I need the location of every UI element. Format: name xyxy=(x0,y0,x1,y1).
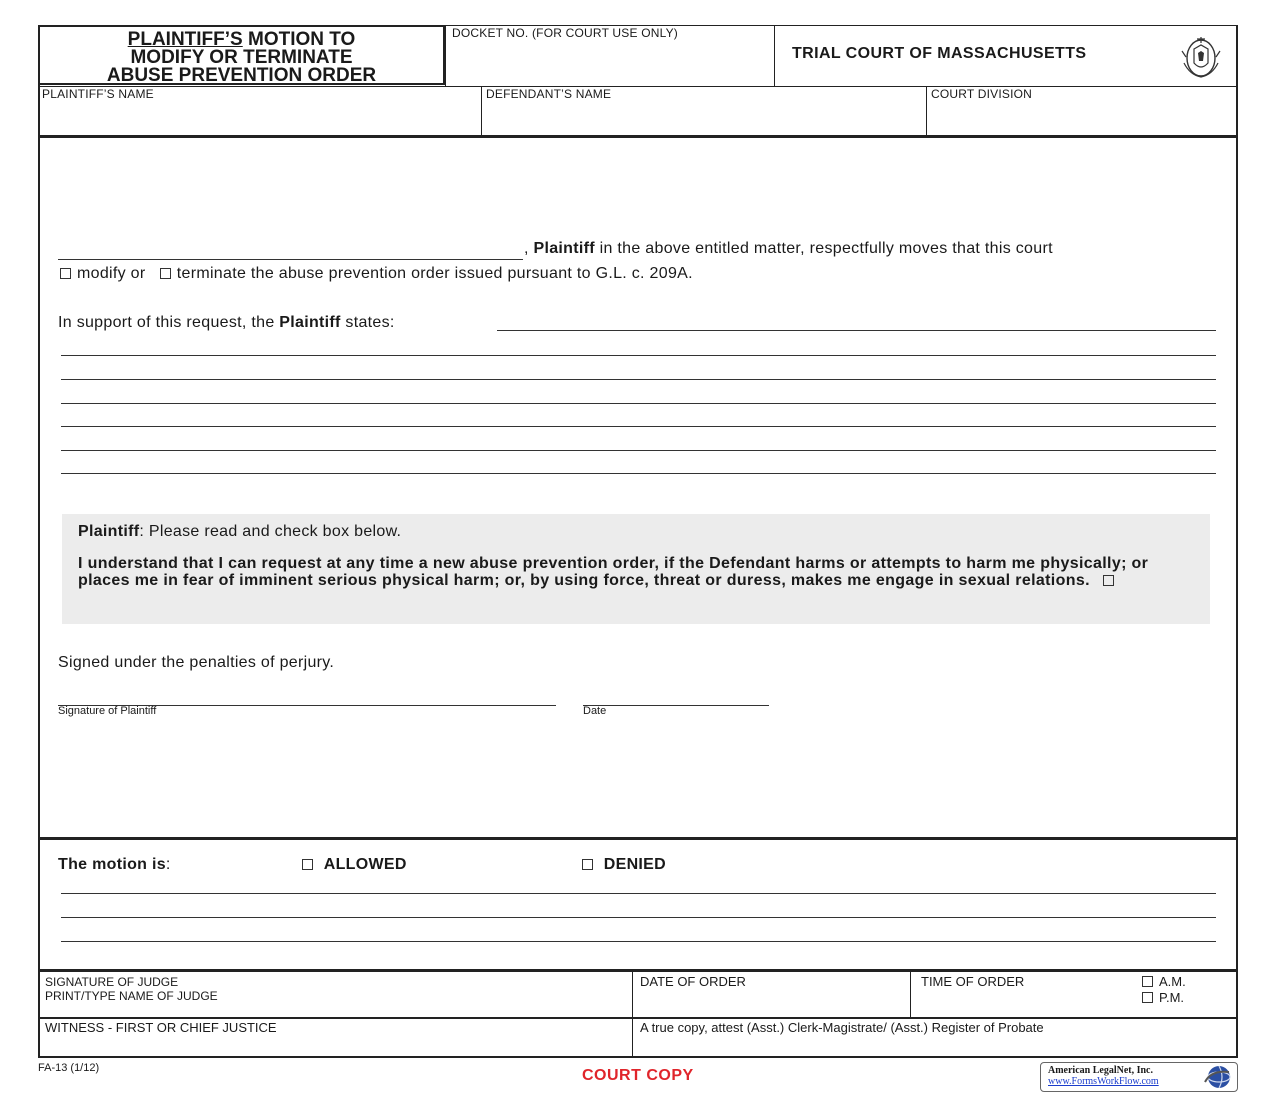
pm-checkbox[interactable] xyxy=(1142,992,1153,1003)
denied-option xyxy=(582,856,666,874)
plaintiff-name-blank[interactable] xyxy=(58,259,523,260)
judge-name-label: PRINT/TYPE NAME OF JUDGE xyxy=(45,989,218,1003)
am-pm-options xyxy=(1142,974,1186,1006)
court-name: TRIAL COURT OF MASSACHUSETTS xyxy=(792,45,1087,62)
judge-labels xyxy=(45,975,218,1003)
bottom-border xyxy=(38,1056,1238,1058)
docket-number-field[interactable] xyxy=(450,39,772,83)
date-label: Date xyxy=(583,705,607,717)
support-line-3[interactable] xyxy=(61,379,1216,380)
date-of-order-label: DATE OF ORDER xyxy=(640,974,746,989)
title-line3: ABUSE PREVENTION ORDER xyxy=(106,65,377,86)
support-line-2[interactable] xyxy=(61,355,1216,356)
footer-row-divider xyxy=(38,1017,1238,1019)
modify-checkbox[interactable] xyxy=(60,268,71,279)
right-border xyxy=(1236,25,1238,1058)
court-division-label: COURT DIVISION xyxy=(931,87,1033,101)
docket-divider xyxy=(445,25,446,86)
pm-label: P.M. xyxy=(1159,990,1185,1005)
left-border xyxy=(38,25,40,1058)
support-line-6[interactable] xyxy=(61,450,1216,451)
notice-intro-rest: : Please read and check box below. xyxy=(139,523,402,540)
globe-logo-icon xyxy=(1201,1064,1235,1090)
notice-acknowledge-checkbox[interactable] xyxy=(1103,575,1114,586)
footer-table-top xyxy=(38,969,1238,972)
modify-label: modify or xyxy=(77,265,146,282)
terminate-checkbox[interactable] xyxy=(160,268,171,279)
court-divider xyxy=(774,25,775,86)
motion-plaintiff-bold: Plaintiff xyxy=(533,240,595,257)
title-line1-rest: MOTION TO xyxy=(242,29,356,50)
signature-date-line[interactable] xyxy=(583,705,769,706)
allowed-label: ALLOWED xyxy=(323,856,407,873)
terminate-label: terminate the abuse prevention order issued pursuant to G.L. c. 209A. xyxy=(176,265,693,282)
publisher-name: American LegalNet, Inc. xyxy=(1048,1065,1153,1076)
motion-form xyxy=(38,25,1238,1058)
am-label: A.M. xyxy=(1159,974,1186,989)
notice-statement xyxy=(78,555,1203,589)
title-plaintiff: PLAINTIFF’S xyxy=(127,29,243,50)
form-title xyxy=(38,25,445,85)
support-line-4[interactable] xyxy=(61,403,1216,404)
motion-is-label xyxy=(58,856,171,874)
publisher-url[interactable]: www.FormsWorkFlow.com xyxy=(1048,1076,1159,1087)
parties-top-line xyxy=(38,86,1238,87)
defendant-name-field[interactable] xyxy=(486,101,922,133)
support-suffix: states: xyxy=(340,314,395,331)
denied-label: DENIED xyxy=(603,856,667,873)
motion-is-colon: : xyxy=(165,856,171,873)
form-number: FA-13 (1/12) xyxy=(38,1062,100,1074)
support-label xyxy=(58,314,395,332)
court-copy-label: COURT COPY xyxy=(582,1067,694,1084)
plaintiff-name-field[interactable] xyxy=(42,101,478,133)
plaintiff-name-label: PLAINTIFF’S NAME xyxy=(42,87,154,101)
defendant-name-label: DEFENDANT’S NAME xyxy=(486,87,612,101)
notice-intro xyxy=(78,523,401,541)
notice-plaintiff-bold: Plaintiff xyxy=(78,523,140,540)
footer-divider-2 xyxy=(910,971,911,1017)
motion-line-1: , Plaintiff in the above entitled matter, respectfully moves that this court xyxy=(524,240,1053,257)
ruling-top-line xyxy=(38,837,1238,840)
court-division-field[interactable] xyxy=(931,101,1231,133)
support-line-7[interactable] xyxy=(61,473,1216,474)
notice-statement-text: I understand that I can request at any time a new abuse prevention order, if the Defendant harms or attempts to harm me physically; or places me in fear of imminent serious physical harm; or, by using force, threat or duress, makes me engage in sexual relations. xyxy=(78,555,1149,589)
motion-line-1-rest: in the above entitled matter, respectfully moves that this court xyxy=(594,240,1053,257)
parties-bottom-line xyxy=(38,135,1238,138)
time-of-order-label: TIME OF ORDER xyxy=(921,974,1025,989)
support-line-5[interactable] xyxy=(61,426,1216,427)
docket-label: DOCKET NO. (FOR COURT USE ONLY) xyxy=(452,26,679,40)
witness-label: WITNESS - FIRST OR CHIEF JUSTICE xyxy=(45,1020,277,1035)
motion-is-bold: The motion is xyxy=(58,856,166,873)
title-line2: MODIFY OR TERMINATE xyxy=(130,47,353,68)
footer-divider-1 xyxy=(632,971,633,1058)
ruling-line-3[interactable] xyxy=(61,941,1216,942)
denied-checkbox[interactable] xyxy=(582,859,593,870)
allowed-checkbox[interactable] xyxy=(302,859,313,870)
am-checkbox[interactable] xyxy=(1142,976,1153,987)
parties-divider-1 xyxy=(481,86,482,135)
motion-line-2 xyxy=(60,265,693,283)
massachusetts-seal-icon xyxy=(1176,33,1226,83)
allowed-option xyxy=(302,856,407,874)
attest-label: A true copy, attest (Asst.) Clerk-Magistrate/ (Asst.) Register of Probate xyxy=(640,1020,1044,1035)
support-plaintiff-bold: Plaintiff xyxy=(279,314,341,331)
ruling-line-2[interactable] xyxy=(61,917,1216,918)
judge-signature-label: SIGNATURE OF JUDGE xyxy=(45,975,179,989)
signature-label: Signature of Plaintiff xyxy=(58,705,157,717)
parties-divider-2 xyxy=(926,86,927,135)
support-prefix: In support of this request, the xyxy=(58,314,280,331)
support-line-1[interactable] xyxy=(497,330,1216,331)
publisher-badge xyxy=(1040,1062,1238,1092)
perjury-statement: Signed under the penalties of perjury. xyxy=(58,654,335,671)
ruling-line-1[interactable] xyxy=(61,893,1216,894)
